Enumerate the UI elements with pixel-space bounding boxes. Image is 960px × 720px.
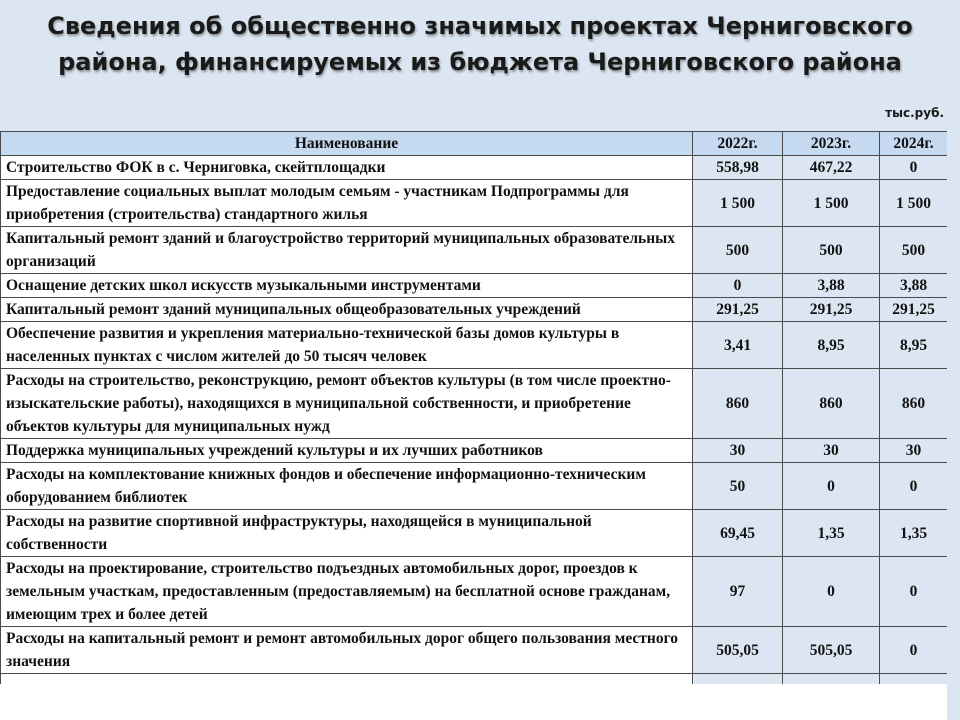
value-2024-cell: 291,25 bbox=[880, 298, 948, 322]
value-2024-cell: 860 bbox=[880, 369, 948, 439]
slide-header bbox=[0, 0, 960, 132]
project-name-cell: Расходы на строительство, реконструкцию, ремонт объектов культуры (в том числе проектно-изыскательские работы), находящихся в муниципальной собственности, и приобретение объектов культуры для муниципальных нужд bbox=[1, 369, 693, 439]
value-2023-cell: 8,95 bbox=[783, 322, 880, 369]
value-2022-cell: 558,98 bbox=[693, 156, 783, 180]
table-row bbox=[1, 463, 948, 510]
value-2023-cell: 1,35 bbox=[783, 510, 880, 557]
title-line-1: Сведения об общественно значимых проектах Черниговского bbox=[47, 12, 913, 40]
title-line-2: района, финансируемых из бюджета Черниговского района bbox=[58, 48, 902, 76]
value-2023-cell: 467,22 bbox=[783, 156, 880, 180]
project-name-cell: Поддержка муниципальных учреждений культуры и их лучших работников bbox=[1, 439, 693, 463]
units-label: тыс.руб. bbox=[885, 106, 944, 120]
empty-cell bbox=[783, 674, 880, 685]
value-2023-cell: 0 bbox=[783, 463, 880, 510]
value-2023-cell: 291,25 bbox=[783, 298, 880, 322]
project-name-cell: Предоставление социальных выплат молодым семьям - участникам Подпрограммы для приобретения (строительства) стандартного жилья bbox=[1, 180, 693, 227]
table-row bbox=[1, 627, 948, 674]
value-2023-cell: 860 bbox=[783, 369, 880, 439]
project-name-cell: Строительство ФОК в с. Черниговка, скейтплощадки bbox=[1, 156, 693, 180]
value-2022-cell: 505,05 bbox=[693, 627, 783, 674]
table-header-row bbox=[1, 132, 948, 156]
value-2024-cell: 1 500 bbox=[880, 180, 948, 227]
value-2024-cell: 0 bbox=[880, 627, 948, 674]
value-2023-cell: 500 bbox=[783, 227, 880, 274]
column-header-2023: 2023г. bbox=[783, 132, 880, 156]
value-2024-cell: 8,95 bbox=[880, 322, 948, 369]
value-2024-cell: 500 bbox=[880, 227, 948, 274]
value-2022-cell: 30 bbox=[693, 439, 783, 463]
projects-table-container bbox=[0, 131, 947, 720]
table-row-cutoff bbox=[1, 674, 948, 685]
value-2023-cell: 1 500 bbox=[783, 180, 880, 227]
table-row bbox=[1, 298, 948, 322]
value-2022-cell: 1 500 bbox=[693, 180, 783, 227]
project-name-cell: Капитальный ремонт зданий и благоустройство территорий муниципальных образовательных организаций bbox=[1, 227, 693, 274]
value-2024-cell: 3,88 bbox=[880, 274, 948, 298]
value-2022-cell: 0 bbox=[693, 274, 783, 298]
value-2022-cell: 500 bbox=[693, 227, 783, 274]
table-body bbox=[1, 156, 948, 685]
value-2023-cell: 30 bbox=[783, 439, 880, 463]
column-header-2024: 2024г. bbox=[880, 132, 948, 156]
value-2024-cell: 30 bbox=[880, 439, 948, 463]
value-2023-cell: 0 bbox=[783, 557, 880, 627]
value-2022-cell: 291,25 bbox=[693, 298, 783, 322]
table-row bbox=[1, 557, 948, 627]
value-2024-cell: 1,35 bbox=[880, 510, 948, 557]
value-2024-cell: 0 bbox=[880, 156, 948, 180]
table-row bbox=[1, 180, 948, 227]
value-2022-cell: 69,45 bbox=[693, 510, 783, 557]
project-name-cell: Расходы на развитие спортивной инфраструктуры, находящейся в муниципальной собственности bbox=[1, 510, 693, 557]
value-2022-cell: 860 bbox=[693, 369, 783, 439]
table-row bbox=[1, 227, 948, 274]
table-row bbox=[1, 510, 948, 557]
table-row bbox=[1, 439, 948, 463]
project-name-cell: Расходы на комплектование книжных фондов и обеспечение информационно-техническим оборудованием библиотек bbox=[1, 463, 693, 510]
table-row bbox=[1, 274, 948, 298]
empty-cell bbox=[880, 674, 948, 685]
column-header-2022: 2022г. bbox=[693, 132, 783, 156]
column-header-name: Наименование bbox=[1, 132, 693, 156]
value-2024-cell: 0 bbox=[880, 557, 948, 627]
project-name-cell: Обеспечение развития и укрепления материально-технической базы домов культуры в населенных пунктах с числом жителей до 50 тысяч человек bbox=[1, 322, 693, 369]
table-row bbox=[1, 322, 948, 369]
page-title bbox=[0, 8, 960, 80]
empty-cell bbox=[693, 674, 783, 685]
table-row bbox=[1, 156, 948, 180]
project-name-cell: Оснащение детских школ искусств музыкальными инструментами bbox=[1, 274, 693, 298]
project-name-cell: Капитальный ремонт зданий муниципальных общеобразовательных учреждений bbox=[1, 298, 693, 322]
value-2022-cell: 97 bbox=[693, 557, 783, 627]
project-name-cell: Расходы на проектирование, строительство подъездных автомобильных дорог, проездов к земельным участкам, предоставленным (предоставляемым) на бесплатной основе гражданам, имеющим трех и более детей bbox=[1, 557, 693, 627]
value-2022-cell: 3,41 bbox=[693, 322, 783, 369]
project-name-cell: Расходы на капитальный ремонт и ремонт автомобильных дорог общего пользования местного значения bbox=[1, 627, 693, 674]
empty-cell bbox=[1, 674, 693, 685]
value-2024-cell: 0 bbox=[880, 463, 948, 510]
value-2023-cell: 505,05 bbox=[783, 627, 880, 674]
table-row bbox=[1, 369, 948, 439]
projects-table bbox=[0, 131, 947, 684]
value-2023-cell: 3,88 bbox=[783, 274, 880, 298]
value-2022-cell: 50 bbox=[693, 463, 783, 510]
